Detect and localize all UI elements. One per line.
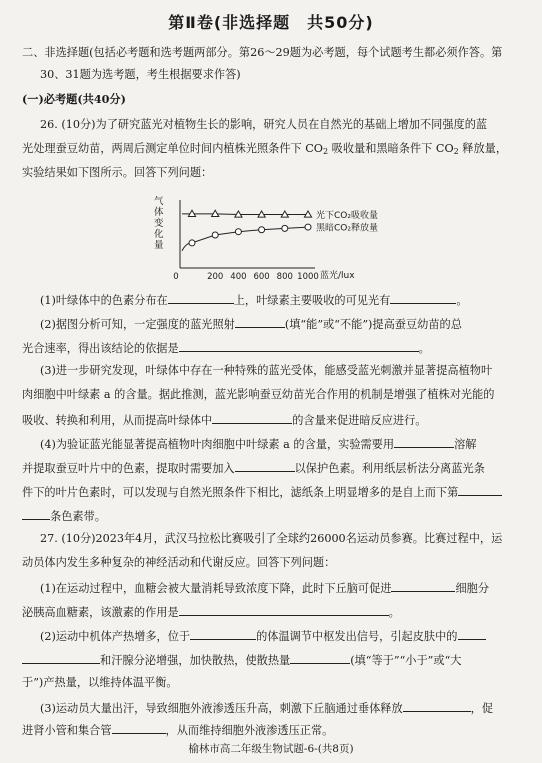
- section-instructions-line1: 二、非选择题(包括必考题和选考题两部分。第26～29题为必考题，每个试题考生都必须作答。第: [22, 46, 503, 59]
- data-point-triangle: [188, 210, 195, 216]
- data-point-circle: [259, 227, 265, 233]
- q27-part1-line2: 泌胰高血糖素，该激素的作用是 。: [22, 606, 400, 619]
- answer-blank[interactable]: [179, 604, 389, 616]
- q27-part3-line2: 进肾小管和集合管 ，从而维持细胞外液渗透压正常。: [22, 724, 334, 737]
- q27-part2-line1: (2)运动中机体产热增多，位于 的体温调节中枢发出信号，引起皮肤中的: [40, 628, 527, 644]
- data-point-triangle: [212, 210, 219, 216]
- x-tick-label: 800: [276, 272, 293, 282]
- q26-part1: (1)叶绿体中的色素分布在 上，叶绿素主要吸收的可见光有 。: [40, 294, 468, 307]
- q26-part4-line1: (4)为验证蓝光能显著提高植物叶肉细胞中叶绿素 a 的含量，实验需要用 溶解: [40, 438, 477, 451]
- q26-part2-line1: (2)据图分析可知，一定强度的蓝光照射 (填“能”或“不能”)提高蚕豆幼苗的总: [40, 318, 462, 331]
- x-tick-label: 400: [230, 272, 247, 282]
- answer-blank[interactable]: [391, 580, 455, 592]
- x-tick-label: 200: [207, 272, 224, 282]
- section-title: 第Ⅱ卷(非选择题 共50分): [168, 13, 374, 32]
- answer-blank[interactable]: [403, 700, 471, 712]
- answer-blank[interactable]: [390, 292, 456, 304]
- q26-part3-line3: 吸收、转换和利用，从而提高叶绿体中 的含量来促进暗反应进行。: [22, 414, 427, 427]
- answer-blank[interactable]: [458, 628, 486, 640]
- q26-intro-line3: 实验结果如下图所示。回答下列问题：: [22, 166, 213, 179]
- q27-part2-line3: 于”)产热量，以维持体温平衡。: [22, 676, 178, 689]
- data-point-circle: [305, 224, 311, 230]
- q26-part4-line2: 并提取蚕豆叶片中的色素，提取时需要加入 以保护色素。利用纸层析法分离蓝光条: [22, 462, 485, 475]
- answer-blank[interactable]: [235, 316, 285, 328]
- q26-part2-line2: 光合速率，得出该结论的依据是 。: [22, 342, 430, 355]
- x-axis-label: 蓝光/lux: [320, 271, 355, 281]
- section-instructions-line2: 30、31题为选考题，考生根据要求作答): [40, 68, 241, 81]
- answer-blank[interactable]: [168, 292, 234, 304]
- q27-intro-line1: 27. (10分)2023年4月，武汉马拉松比赛吸引了全球约26000名运动员参赛。比赛过程中，运: [40, 532, 503, 545]
- q26-part4-line3: 件下的叶片色素时，可以发现与自然光照条件下相比，滤纸条上明显增多的是自上而下第: [22, 484, 527, 500]
- answer-blank[interactable]: [458, 484, 502, 496]
- data-point-circle: [282, 225, 288, 231]
- legend-label: 黑暗CO₂释放量: [316, 223, 378, 234]
- blue-light-chart: [150, 196, 410, 282]
- q27-part2-line2: 和汗腺分泌增强，加快散热，使散热量 (填“等于”“小于”或“大: [22, 652, 527, 668]
- q27-intro-line2: 动员体内发生多种复杂的神经活动和代谢反应。回答下列问题：: [22, 556, 336, 569]
- data-point-circle: [212, 232, 218, 238]
- series-line: [182, 214, 308, 215]
- answer-blank[interactable]: [190, 628, 256, 640]
- q26-part3-line2: 肉细胞中叶绿素 a 的含量。据此推测，蓝光影响蚕豆幼苗光合作用的机制是增强了植株对光能的: [22, 388, 495, 401]
- x-tick-label: 1000: [297, 272, 319, 282]
- answer-blank[interactable]: [112, 722, 166, 734]
- series-line: [182, 227, 308, 251]
- q27-part1-line1: (1)在运动过程中，血糖会被大量消耗导致浓度下降，此时下丘脑可促进 细胞分: [40, 582, 490, 595]
- x-tick-label: 0: [173, 272, 179, 282]
- q26-intro-line1: 26. (10分)为了研究蓝光对植物生长的影响，研究人员在自然光的基础上增加不同强度的蓝: [40, 118, 488, 131]
- required-questions-heading: (一)必考题(共40分): [22, 92, 126, 106]
- answer-blank[interactable]: [22, 508, 50, 520]
- page-footer: 榆林市高二年级生物试题-6-(共8页): [188, 743, 354, 755]
- q27-part3-line1: (3)运动员大量出汗，导致细胞外液渗透压升高，刺激下丘脑通过垂体释放 ，促: [40, 702, 494, 715]
- legend-label: 光下CO₂吸收量: [316, 211, 378, 222]
- q26-part4-line4: 条色素带。: [22, 508, 527, 524]
- q26-part3-line1: (3)进一步研究发现，叶绿体中存在一种特殊的蓝光受体，能感受蓝光刺激并显著提高植物叶: [40, 364, 493, 377]
- data-point-circle: [189, 240, 195, 246]
- y-axis-label: 气体变化量: [154, 196, 164, 251]
- answer-blank[interactable]: [22, 652, 100, 664]
- x-tick-label: 600: [253, 272, 270, 282]
- answer-blank[interactable]: [235, 460, 295, 472]
- answer-blank[interactable]: [179, 340, 419, 352]
- answer-blank[interactable]: [290, 652, 350, 664]
- q26-intro-line2: 光处理蚕豆幼苗，两周后测定单位时间内植株光照条件下 $CO_2$ 吸收量和黑暗条件下 $CO_2$ 释放量，: [22, 142, 508, 156]
- answer-blank[interactable]: [212, 412, 292, 424]
- data-point-circle: [235, 229, 241, 235]
- answer-blank[interactable]: [394, 436, 454, 448]
